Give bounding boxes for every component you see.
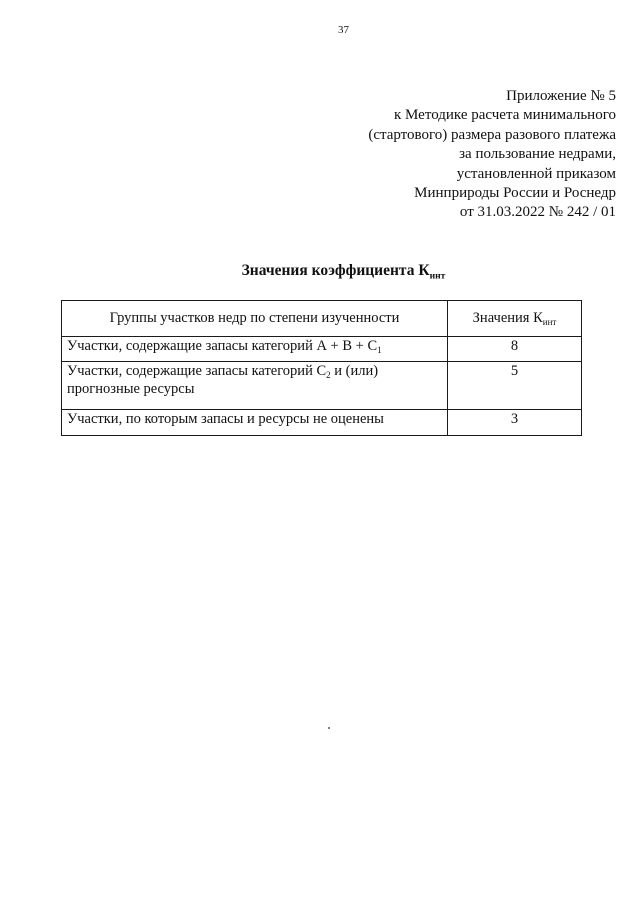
group-text: Участки, содержащие запасы категорий А + В + С — [67, 338, 378, 354]
group-text: Участки, содержащие запасы категорий С — [67, 363, 327, 379]
table-header-row — [62, 301, 582, 337]
appendix-line: Приложение № 5 — [506, 88, 616, 104]
page-number: 37 — [338, 24, 349, 36]
group-cell — [62, 362, 448, 410]
scan-speck — [328, 727, 330, 729]
table-title-subscript: инт — [429, 270, 446, 282]
header-value — [448, 301, 582, 337]
coefficient-table — [61, 300, 582, 436]
table-title-text: Значения коэффициента К — [241, 262, 430, 279]
table-title — [0, 262, 640, 280]
header-group-text: Группы участков недр по степени изученности — [109, 310, 400, 326]
appendix-line: за пользование недрами, — [459, 146, 616, 163]
group-subscript: 2 — [326, 370, 331, 381]
appendix-header — [368, 87, 616, 223]
group-tail: и (или) прогнозные ресурсы — [67, 363, 379, 397]
header-group — [62, 301, 448, 337]
appendix-line: (стартового) размера разового платежа — [368, 126, 616, 143]
header-value-text: Значения К — [472, 310, 543, 326]
header-value-subscript: инт — [542, 317, 557, 328]
appendix-line: от 31.03.2022 № 242 / 01 — [459, 204, 616, 221]
appendix-line: к Методике расчета минимального — [394, 107, 616, 124]
table-row — [62, 337, 582, 362]
value-cell: 8 — [448, 337, 582, 362]
value-cell: 5 — [448, 362, 582, 410]
table-row — [62, 410, 582, 436]
group-cell — [62, 410, 448, 436]
appendix-line: Минприроды России и Роснедр — [414, 185, 616, 202]
table-row — [62, 362, 582, 410]
group-subscript: 1 — [377, 345, 382, 356]
group-text: Участки, по которым запасы и ресурсы не оценены — [67, 411, 384, 427]
appendix-line: установленной приказом — [456, 165, 616, 182]
group-cell — [62, 337, 448, 362]
value-cell: 3 — [448, 410, 582, 436]
